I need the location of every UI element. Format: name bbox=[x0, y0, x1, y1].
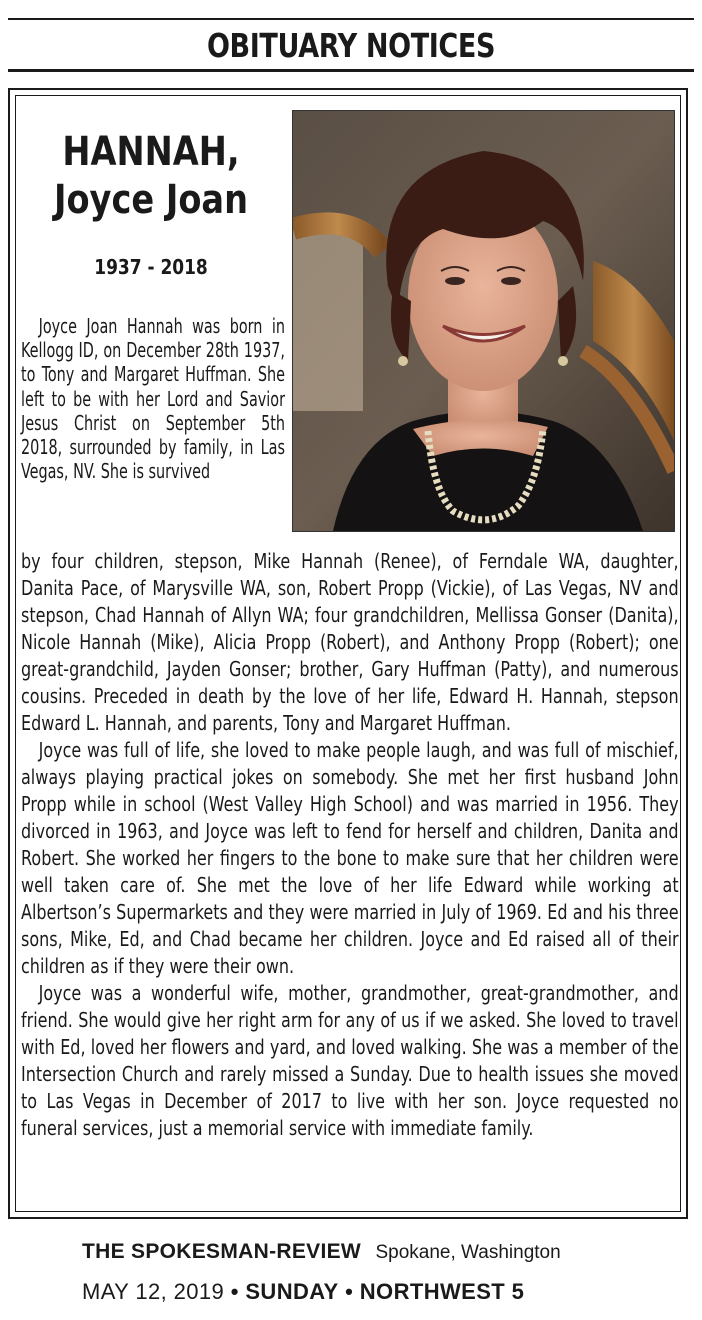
publication-location: Spokane, Washington bbox=[375, 1242, 561, 1263]
intro-paragraph-wrapped bbox=[21, 314, 285, 483]
publication-line bbox=[82, 1240, 561, 1264]
life-years: 1937 - 2018 bbox=[94, 255, 208, 279]
deceased-name bbox=[43, 128, 260, 224]
paragraph-life: Joyce was full of life, she loved to make people laugh, and was full of mischief, always playing practical jokes on somebody. She met her first husband John Propp while in school (West Valley High School) and was married in 1956. They divorced in 1963, and Joyce was left to fend for herself and children, Danita and Robert. She worked her fingers to the bone to make sure that her children were well taken care of. She met the love of her life Edward while working at Albertson’s Supermarkets and they were married in July of 1969. Ed and his three sons, Mike, Ed, and Chad became her children. Joyce and Ed raised all of their children as if they were their own. bbox=[21, 738, 679, 978]
header-bottom-rule bbox=[8, 69, 694, 72]
publication-date: MAY 12, 2019 bbox=[82, 1279, 225, 1304]
page-section: NORTHWEST 5 bbox=[359, 1279, 525, 1304]
section-header: OBITUARY NOTICES bbox=[206, 26, 496, 65]
deceased-surname: HANNAH, bbox=[62, 129, 240, 175]
deceased-given-names: Joyce Joan bbox=[53, 177, 249, 223]
separator-1: • bbox=[230, 1279, 239, 1304]
portrait-photo-icon bbox=[292, 110, 675, 532]
intro-text: Joyce Joan Hannah was born in Kellogg ID, on December 28th 1937, to Tony and Margaret Huffman. She left to be with her Lord and Savior Jesus Christ on September 5th 2018, surrounded by family, in Las Vegas, NV. She is survived bbox=[21, 314, 285, 484]
publication-name: THE SPOKESMAN-REVIEW bbox=[82, 1240, 362, 1263]
publication-day: SUNDAY bbox=[245, 1279, 339, 1304]
obituary-body bbox=[21, 548, 679, 1142]
paragraph-family: Joyce was a wonderful wife, mother, grandmother, great-grandmother, and friend. She would give her right arm for any of us if we asked. She loved to travel with Ed, loved her flowers and yard, and loved walking. She was a member of the Intersection Church and rarely missed a Sunday. Due to health issues she moved to Las Vegas in December of 2017 to live with her son. Joyce requested no funeral services, just a memorial service with immediate family. bbox=[21, 981, 679, 1140]
intro-continued: by four children, stepson, Mike Hannah (Renee), of Ferndale WA, daughter, Danita Pace, of Marysville WA, son, Robert Propp (Vickie), of Las Vegas, NV and stepson, Chad Hannah of Allyn WA; four grandchildren, Mellissa Gonser (Danita), Nicole Hannah (Mike), Alicia Propp (Robert), and Anthony Propp (Robert); one great-grandchild, Jayden Gonser; brother, Gary Huffman (Patty), and numerous cousins. Preceded in death by the love of her life, Edward H. Hannah, stepson Edward L. Hannah, and parents, Tony and Margaret Huffman. bbox=[21, 549, 679, 735]
separator-2: • bbox=[345, 1279, 354, 1304]
date-line bbox=[82, 1279, 524, 1305]
portrait-photo-svg bbox=[293, 111, 674, 531]
header-top-rule bbox=[8, 18, 694, 20]
